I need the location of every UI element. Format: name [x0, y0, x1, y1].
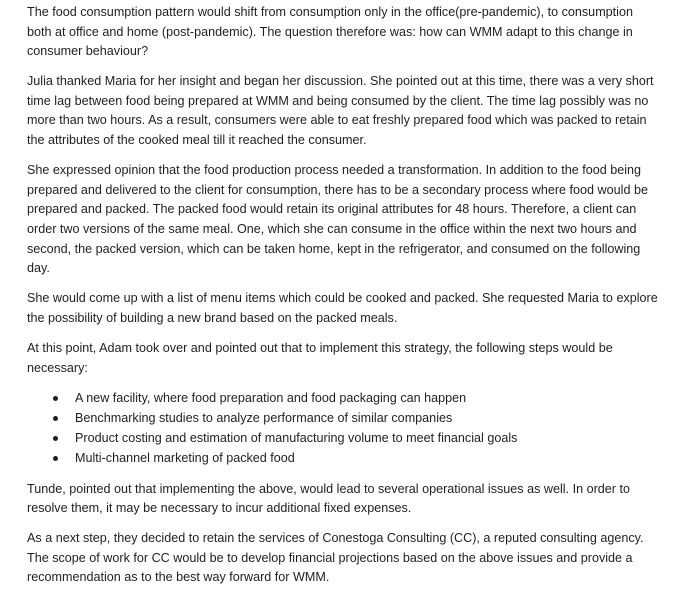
bullet-dot-icon: [53, 396, 58, 401]
bullet-dot-icon: [53, 456, 58, 461]
bullet-text: Benchmarking studies to analyze performance of similar companies: [75, 410, 453, 425]
steps-bullet-list: [27, 388, 658, 468]
bullet-dot-icon: [53, 436, 58, 441]
bullet-dot-icon: [53, 416, 58, 421]
bullet-item: [27, 408, 658, 428]
paragraph-menu-items: She would come up with a list of menu items which could be cooked and packed. She requested Maria to explore the possibility of building a new brand based on the packed meals.: [27, 291, 658, 325]
paragraph-julia-discussion: Julia thanked Maria for her insight and began her discussion. She pointed out at this time, there was a very short time lag between food being prepared at WMM and being consumed by the client. The time lag possibly was no more than two hours. As a result, consumers were able to eat freshly prepared food which was packed to retain the attributes of the cooked meal till it reached the consumer.: [27, 74, 654, 148]
bullet-item: [27, 388, 658, 408]
paragraph-production-transformation: She expressed opinion that the food production process needed a transformation. In addition to the food being prepared and delivered to the client for consumption, there has to be a secondary process where food would be prepared and packed. The packed food would retain its original attributes for 48 hours. Therefore, a client can order two versions of the same meal. One, which she can consume in the office within the next two hours and second, the packed version, which can be taken home, kept in the refrigerator, and consumed on the following day.: [27, 163, 648, 276]
paragraph-consumption-shift: The food consumption pattern would shift from consumption only in the office(pre-pandemic), to consumption both at office and home (post-pandemic). The question therefore was: how can WMM adapt to this change in consumer behaviour?: [27, 5, 633, 59]
bullet-item: [27, 428, 658, 448]
paragraph-adam-steps: At this point, Adam took over and pointed out that to implement this strategy, the following steps would be necessary:: [27, 340, 613, 375]
bullet-item: [27, 448, 658, 468]
bullet-text: Multi-channel marketing of packed food: [75, 450, 295, 465]
paragraph-tunde-issues: Tunde, pointed out that implementing the above, would lead to several operational issues as well. In order to resolve them, it may be necessary to incur additional fixed expenses.: [27, 481, 630, 516]
bullet-text: Product costing and estimation of manufacturing volume to meet financial goals: [75, 430, 518, 445]
bullet-text: A new facility, where food preparation and food packaging can happen: [75, 390, 467, 405]
paragraph-next-step-consulting: As a next step, they decided to retain the services of Conestoga Consulting (CC), a reputed consulting agency. The scope of work for CC would be to develop financial projections based on the above issues and provide a recommendation as to the best way forward for WMM.: [27, 531, 644, 585]
